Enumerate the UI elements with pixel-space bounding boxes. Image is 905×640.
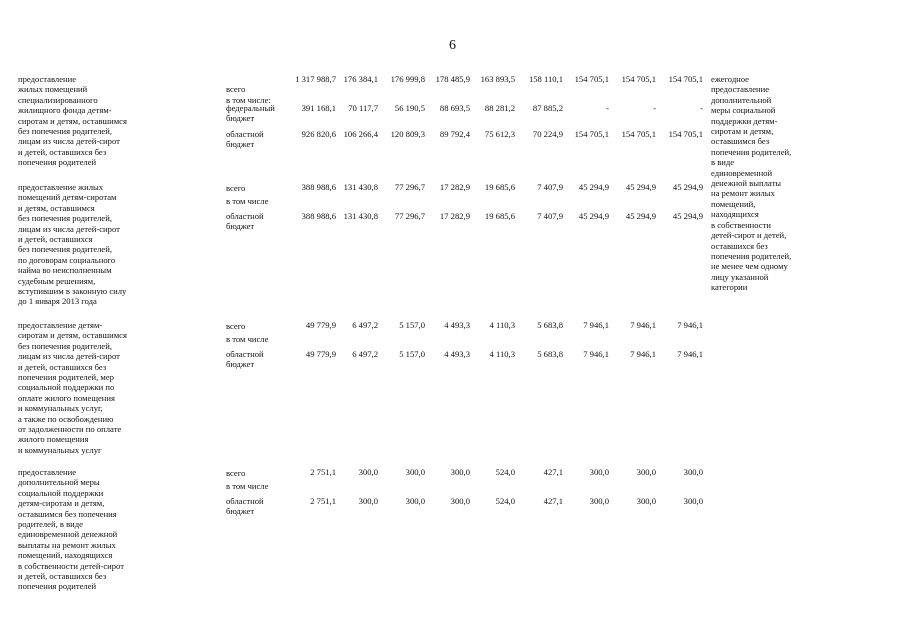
value-cell: 88 281,2 <box>484 103 515 113</box>
value-cell: 17 282,9 <box>439 182 470 192</box>
value-cell: 300,0 <box>450 496 470 506</box>
page-number: 6 <box>449 38 456 53</box>
value-cell: 4 493,3 <box>444 349 470 359</box>
value-cell: 7 946,1 <box>630 349 656 359</box>
value-cell: 300,0 <box>636 496 656 506</box>
value-cell: 300,0 <box>405 467 425 477</box>
value-cell: 7 946,1 <box>677 349 703 359</box>
section-2-row-2-label: областной бюджет <box>226 211 264 232</box>
value-cell: 7 946,1 <box>583 320 609 330</box>
value-cell: 77 296,7 <box>394 182 425 192</box>
value-cell: 5 157,0 <box>399 349 425 359</box>
section-2-description: предоставление жилых помещений детям-сиротам и детям, оставшимся без попечения родителей, лицам из числа детей-сирот и детей, оставшихся без попечения родителей, по договорам социального найма во неисполненным судебным решениям, вступившим в законную силу до 1 января 2013 года <box>18 182 127 307</box>
value-cell: 87 885,2 <box>532 103 563 113</box>
value-cell: 4 493,3 <box>444 320 470 330</box>
value-cell: 17 282,9 <box>439 211 470 221</box>
value-cell: 5 157,0 <box>399 320 425 330</box>
value-cell: 19 685,6 <box>484 182 515 192</box>
value-cell: 1 317 988,7 <box>295 74 336 84</box>
value-cell: 300,0 <box>358 496 378 506</box>
value-cell: 300,0 <box>589 467 609 477</box>
value-cell: 524,0 <box>495 496 515 506</box>
value-cell: - <box>700 103 703 113</box>
value-cell: 120 809,3 <box>390 129 425 139</box>
section-2-row-1-label: всего в том числе <box>226 183 269 206</box>
value-cell: 106 266,4 <box>343 129 378 139</box>
value-cell: 45 294,9 <box>625 211 656 221</box>
value-cell: 300,0 <box>358 467 378 477</box>
value-cell: 77 296,7 <box>394 211 425 221</box>
value-cell: 300,0 <box>683 467 703 477</box>
value-cell: 56 190,5 <box>394 103 425 113</box>
value-cell: 4 110,3 <box>489 349 515 359</box>
section-3-row-1-label: всего в том числе <box>226 321 269 344</box>
value-cell: 45 294,9 <box>578 182 609 192</box>
value-cell: 7 946,1 <box>583 349 609 359</box>
section-3-row-2-label: областной бюджет <box>226 349 264 370</box>
value-cell: 178 485,9 <box>435 74 470 84</box>
value-cell: 300,0 <box>636 467 656 477</box>
value-cell: 6 497,2 <box>352 349 378 359</box>
value-cell: 4 110,3 <box>489 320 515 330</box>
value-cell: 2 751,1 <box>310 496 336 506</box>
value-cell: 7 946,1 <box>677 320 703 330</box>
value-cell: 176 999,8 <box>390 74 425 84</box>
value-cell: 70 224,9 <box>532 129 563 139</box>
section-4-row-1-label: всего в том числе <box>226 468 269 491</box>
value-cell: 75 612,3 <box>484 129 515 139</box>
value-cell: 154 705,1 <box>668 129 703 139</box>
value-cell: 388 988,6 <box>301 211 336 221</box>
value-cell: 2 751,1 <box>310 467 336 477</box>
value-cell: 131 430,8 <box>343 182 378 192</box>
value-cell: 88 693,5 <box>439 103 470 113</box>
value-cell: 7 946,1 <box>630 320 656 330</box>
section-1-description: предоставление жилых помещений специализированного жилищного фонда детям- сиротам и детям, оставшимся без попечения родителей, лицам из числа детей-сирот и детей, оставшихся без попечения родителей <box>18 74 127 168</box>
value-cell: 154 705,1 <box>668 74 703 84</box>
value-cell: - <box>653 103 656 113</box>
value-cell: 19 685,6 <box>484 211 515 221</box>
value-cell: 300,0 <box>683 496 703 506</box>
value-cell: 154 705,1 <box>574 74 609 84</box>
value-cell: 388 988,6 <box>301 182 336 192</box>
value-cell: 45 294,9 <box>578 211 609 221</box>
value-cell: - <box>606 103 609 113</box>
value-cell: 49 779,9 <box>305 320 336 330</box>
value-cell: 45 294,9 <box>672 211 703 221</box>
section-1-row-3-label: областной бюджет <box>226 129 264 150</box>
value-cell: 45 294,9 <box>625 182 656 192</box>
section-4-row-2-label: областной бюджет <box>226 496 264 517</box>
value-cell: 49 779,9 <box>305 349 336 359</box>
value-cell: 154 705,1 <box>574 129 609 139</box>
value-cell: 5 683,8 <box>537 349 563 359</box>
value-cell: 45 294,9 <box>672 182 703 192</box>
value-cell: 70 117,7 <box>348 103 378 113</box>
value-cell: 5 683,8 <box>537 320 563 330</box>
section-3-description: предоставление детям- сиротам и детям, оставшимся без попечения родителей, лицам из числа детей-сирот и детей, оставшихся без попечения родителей, мер социальной поддержки по оплате жилого помещения и коммунальных услуг, а также по освобождению от задолженности по оплате жилого помещения и коммунальных услуг <box>18 320 127 455</box>
value-cell: 300,0 <box>589 496 609 506</box>
value-cell: 7 407,9 <box>537 182 563 192</box>
value-cell: 926 820,6 <box>301 129 336 139</box>
section-4-description: предоставление дополнительной меры социальной поддержки детям-сиротам и детям, оставшимся без попечения родителей, в виде единовременной денежной выплаты на ремонт жилых помещений, находящихся в собственности детей-сирот и детей, оставшихся без попечения родителей <box>18 467 124 592</box>
value-cell: 6 497,2 <box>352 320 378 330</box>
value-cell: 7 407,9 <box>537 211 563 221</box>
value-cell: 176 384,1 <box>343 74 378 84</box>
section-1-row-2-label: федеральный бюджет <box>226 103 275 124</box>
value-cell: 154 705,1 <box>621 129 656 139</box>
value-cell: 300,0 <box>450 467 470 477</box>
expected-result-text: ежегодное предоставление дополнительной меры социальной поддержки детям- сиротам и детям, оставшимся без попечения родителей, в виде единовременной денежной выплаты на ремонт жилых помещений, находящихся в собственности детей-сирот и детей, оставшихся без попечения родителей, не менее чем одному лицу указанной категории <box>711 74 792 293</box>
value-cell: 158 110,1 <box>528 74 563 84</box>
value-cell: 427,1 <box>543 467 563 477</box>
row-label-line-1: всего в том числе: <box>226 84 271 105</box>
value-cell: 300,0 <box>405 496 425 506</box>
value-cell: 163 893,5 <box>480 74 515 84</box>
value-cell: 427,1 <box>543 496 563 506</box>
value-cell: 131 430,8 <box>343 211 378 221</box>
value-cell: 391 168,1 <box>301 103 336 113</box>
value-cell: 89 792,4 <box>439 129 470 139</box>
value-cell: 524,0 <box>495 467 515 477</box>
value-cell: 154 705,1 <box>621 74 656 84</box>
